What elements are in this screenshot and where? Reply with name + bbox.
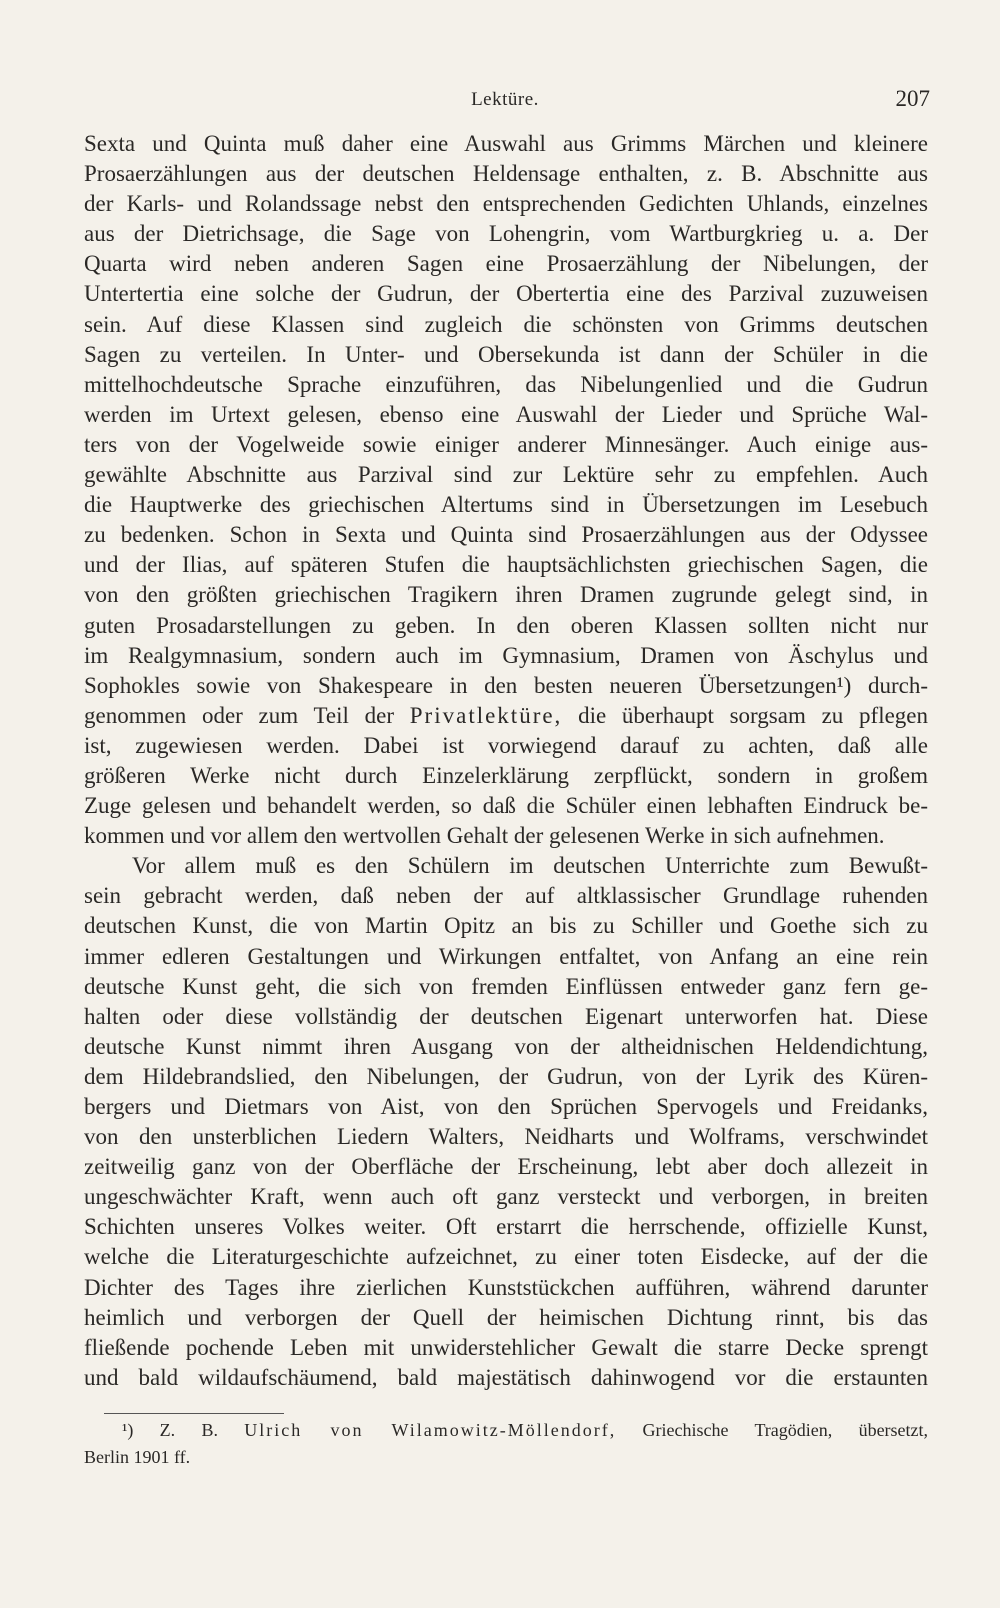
text-line: und bald wildaufschäumend, bald majestätisch dahinwogend vor die erstaunten [84,1364,928,1390]
paragraph-end-line: kommen und vor allem den wertvollen Gehalt der gelesenen Werke in sich aufnehmen. [84,823,885,849]
text-line: heimlich und verborgen der Quell der heimischen Dichtung rinnt, bis das [84,1304,928,1330]
text-line: der Karls- und Rolandssage nebst den entsprechenden Gedichten Uhlands, einzelnes [84,191,928,217]
footnote [84,1417,928,1471]
text-line: fließende pochende Leben mit unwiderstehlicher Gewalt die starre Decke sprengt [84,1334,928,1360]
text-line: und der Ilias, auf späteren Stufen die hauptsächlichsten griechischen Sagen, die [84,552,928,578]
text-line: von den größten griechischen Tragikern ihren Dramen zugrunde gelegt sind, in [84,582,928,608]
running-title: Lektüre. [471,89,539,110]
footnote-line [84,1417,928,1444]
text-line: Zuge gelesen und behandelt werden, so daß die Schüler einen lebhaften Eindruck be- [84,793,928,819]
text-fragment: die überhaupt sorgsam zu pflegen [578,702,929,728]
text-line: von den unsterblichen Liedern Walters, Neidharts und Wolframs, verschwindet [84,1124,928,1150]
text-line: Prosaerzählungen aus der deutschen Heldensage enthalten, z. B. Abschnitte aus [84,161,928,187]
footnote-text: Griechische Tragödien, übersetzt, [642,1420,929,1440]
text-line-with-spaced-term [84,701,928,731]
text-line: Sophokles sowie von Shakespeare in den besten neueren Übersetzungen¹) durch- [84,672,928,698]
text-line: gewählte Abschnitte aus Parzival sind zur Lektüre sehr zu empfehlen. Auch [84,462,928,488]
text-line: die Hauptwerke des griechischen Altertums sind in Übersetzungen im Lesebuch [84,492,928,518]
text-line: größeren Werke nicht durch Einzelerklärung zerpflückt, sondern in großem [84,762,928,788]
text-line: deutsche Kunst geht, die sich von fremden Einflüssen entweder ganz fern ge- [84,973,928,999]
text-line: bergers und Dietmars von Aist, von den Sprüchen Spervogels und Freidanks, [84,1094,928,1119]
text-line: dem Hildebrandslied, den Nibelungen, der Gudrun, von der Lyrik des Küren- [84,1063,928,1089]
text-line: Untertertia eine solche der Gudrun, der Obertertia eine des Parzival zuzuweisen [84,281,928,307]
spaced-term: Privatlektüre, [409,702,563,728]
text-line: ungeschwächter Kraft, wenn auch oft ganz versteckt und verborgen, in breiten [84,1184,928,1210]
text-line: welche die Literaturgeschichte aufzeichnet, zu einer toten Eisdecke, auf der die [84,1244,928,1270]
page-number: 207 [895,86,930,111]
text-line: im Realgymnasium, sondern auch im Gymnasium, Dramen von Äschylus und [84,642,928,668]
footnote-author: Ulrich von Wilamowitz-Möllendorf, [244,1420,617,1440]
text-line: mittelhochdeutsche Sprache einzuführen, das Nibelungenlied und die Gudrun [84,371,928,397]
running-head [80,86,930,116]
text-line: guten Prosadarstellungen zu geben. In den oberen Klassen sollten nicht nur [84,612,928,638]
text-line: deutschen Kunst, die von Martin Opitz an bis zu Schiller und Goethe sich zu [84,913,928,939]
text-line: zeitweilig ganz von der Oberfläche der Erscheinung, lebt aber doch allezeit in [84,1154,928,1180]
text-line: Sagen zu verteilen. In Unter- und Obersekunda ist dann der Schüler in die [84,341,928,367]
text-fragment: genommen oder zum Teil der [84,702,395,728]
text-line: ters von der Vogelweide sowie einiger anderer Minnesänger. Auch einige aus- [84,431,928,457]
footnote-rule [104,1413,284,1414]
text-line: deutsche Kunst nimmt ihren Ausgang von der altheidnischen Heldendichtung, [84,1033,928,1059]
text-line: werden im Urtext gelesen, ebenso eine Auswahl der Lieder und Sprüche Wal- [84,401,928,427]
text-line: sein. Auf diese Klassen sind zugleich die schönsten von Grimms deutschen [84,311,928,337]
text-line: aus der Dietrichsage, die Sage von Lohengrin, vom Wartburgkrieg u. a. Der [84,221,928,247]
text-line: zu bedenken. Schon in Sexta und Quinta sind Prosaerzählungen aus der Odyssee [84,522,928,548]
text-line: Quarta wird neben anderen Sagen eine Prosaerzählung der Nibelungen, der [84,251,928,277]
text-line: immer edleren Gestaltungen und Wirkungen entfaltet, von Anfang an eine rein [84,943,928,969]
text-line: Schichten unseres Volkes weiter. Oft erstarrt die herrschende, offizielle Kunst, [84,1214,928,1240]
body-text [84,129,928,1393]
text-line: sein gebracht werden, daß neben der auf altklassischer Grundlage ruhenden [84,883,928,909]
text-line: Dichter des Tages ihre zierlichen Kunststückchen aufführen, während darunter [84,1274,928,1300]
footnote-marker: ¹) Z. B. [122,1420,218,1440]
text-line: Sexta und Quinta muß daher eine Auswahl aus Grimms Märchen und kleinere [84,131,928,156]
text-line: ist, zugewiesen werden. Dabei ist vorwiegend darauf zu achten, daß alle [84,732,928,758]
paragraph-start-line: Vor allem muß es den Schülern im deutschen Unterrichte zum Bewußt- [132,853,928,879]
text-line: halten oder diese vollständig der deutschen Eigenart unterworfen hat. Diese [84,1003,928,1029]
footnote-line: Berlin 1901 ff. [84,1447,191,1467]
